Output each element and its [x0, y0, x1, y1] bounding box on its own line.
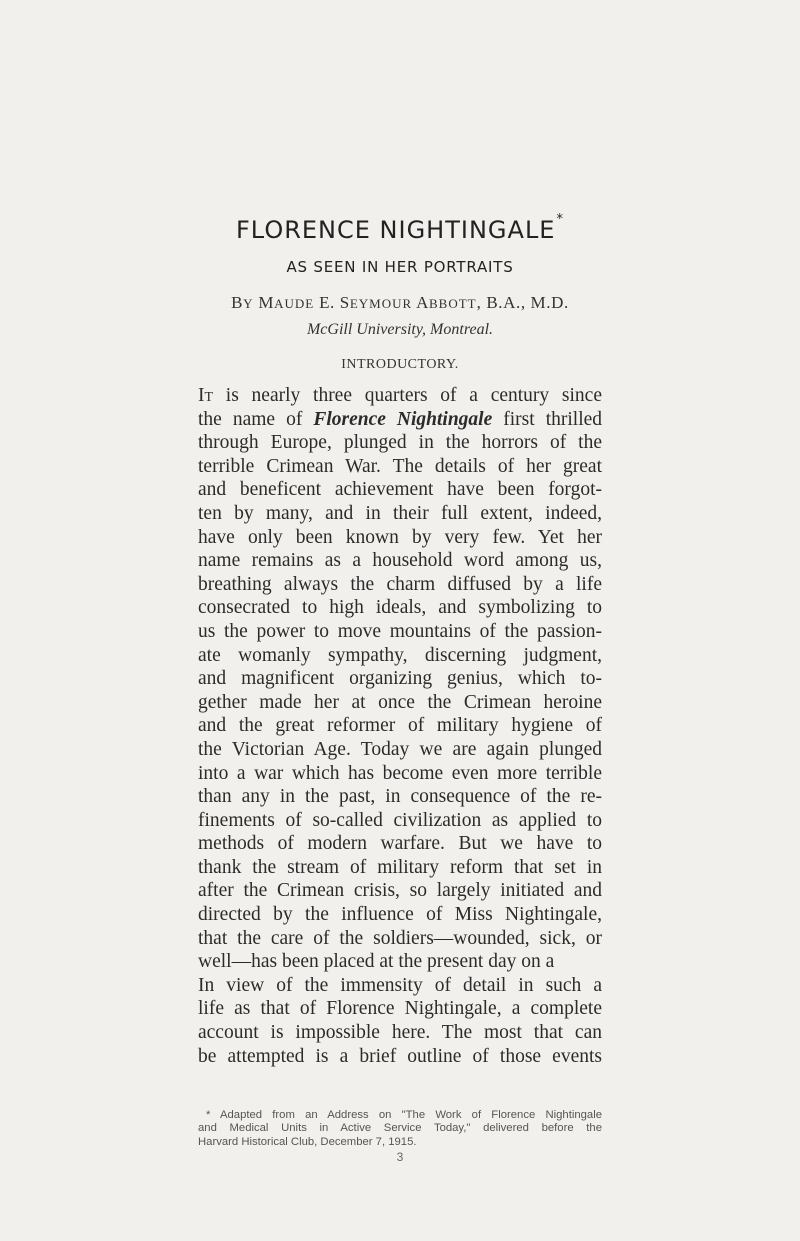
body-line: well—has been placed at the present day on a	[198, 951, 555, 973]
section-heading: INTRODUCTORY.	[341, 357, 459, 372]
body-line: the name of Florence Nightingale first thrilled	[198, 408, 603, 430]
body-line: finements of so-called civilization as applied to	[198, 809, 602, 831]
body-line: ten by many, and in their full extent, indeed,	[198, 502, 602, 524]
body-line: thank the stream of military reform that set in	[198, 856, 602, 878]
body-line: be attempted is a brief outline of those events	[198, 1045, 602, 1067]
body-line: consecrated to high ideals, and symbolizing to	[198, 597, 602, 619]
body-text	[198, 384, 602, 1068]
page-number: 3	[396, 1150, 404, 1164]
author-byline: BY MAUDE E. SEYMOUR ABBOTT, B.A., M.D.	[231, 293, 569, 312]
author-affiliation: McGill University, Montreal.	[306, 321, 494, 338]
body-line: breathing always the charm diffused by a life	[198, 573, 602, 595]
body-line: gether made her at once the Crimean heroine	[198, 691, 602, 713]
body-line: directed by the influence of Miss Nightingale,	[198, 904, 602, 926]
body-line: into a war which has become even more terrible	[198, 762, 602, 784]
body-line: us the power to move mountains of the passion-	[198, 620, 602, 642]
body-line: and magnificent organizing genius, which to-	[198, 668, 602, 690]
body-line: that the care of the soldiers—wounded, sick, or	[198, 927, 602, 949]
footnote-line: Harvard Historical Club, December 7, 1915.	[198, 1135, 417, 1148]
footnote-marker: *	[556, 212, 564, 227]
footnote-line: * Adapted from an Address on "The Work of Florence Nightingale	[206, 1109, 602, 1121]
body-line: the Victorian Age. Today we are again plunged	[198, 738, 602, 760]
body-line: ate womanly sympathy, discerning judgment,	[198, 644, 602, 666]
footnote-line: and Medical Units in Active Service Today," delivered before the	[198, 1122, 602, 1135]
body-line: and the great reformer of military hygiene of	[198, 715, 602, 737]
body-line: methods of modern warfare. But we have to	[198, 833, 602, 855]
body-line: name remains as a household word among us,	[198, 550, 602, 572]
body-line: than any in the past, in consequence of the re-	[198, 786, 602, 808]
body-line: have only been known by very few. Yet her	[198, 526, 602, 548]
footnote	[198, 1109, 602, 1149]
body-line: after the Crimean crisis, so largely initiated and	[198, 880, 602, 902]
body-line: account is impossible here. The most that can	[198, 1022, 602, 1044]
article-title: FLORENCE NIGHTINGALE*	[236, 212, 564, 244]
body-line: through Europe, plunged in the horrors of the	[198, 432, 602, 454]
body-line: It is nearly three quarters of a century since	[198, 385, 602, 406]
body-line: In view of the immensity of detail in such a	[198, 974, 602, 996]
body-line: life as that of Florence Nightingale, a complete	[198, 998, 602, 1020]
body-line: and beneficent achievement have been forgot-	[198, 479, 602, 501]
body-line: terrible Crimean War. The details of her great	[198, 455, 602, 477]
article-subtitle: AS SEEN IN HER PORTRAITS	[286, 258, 514, 276]
